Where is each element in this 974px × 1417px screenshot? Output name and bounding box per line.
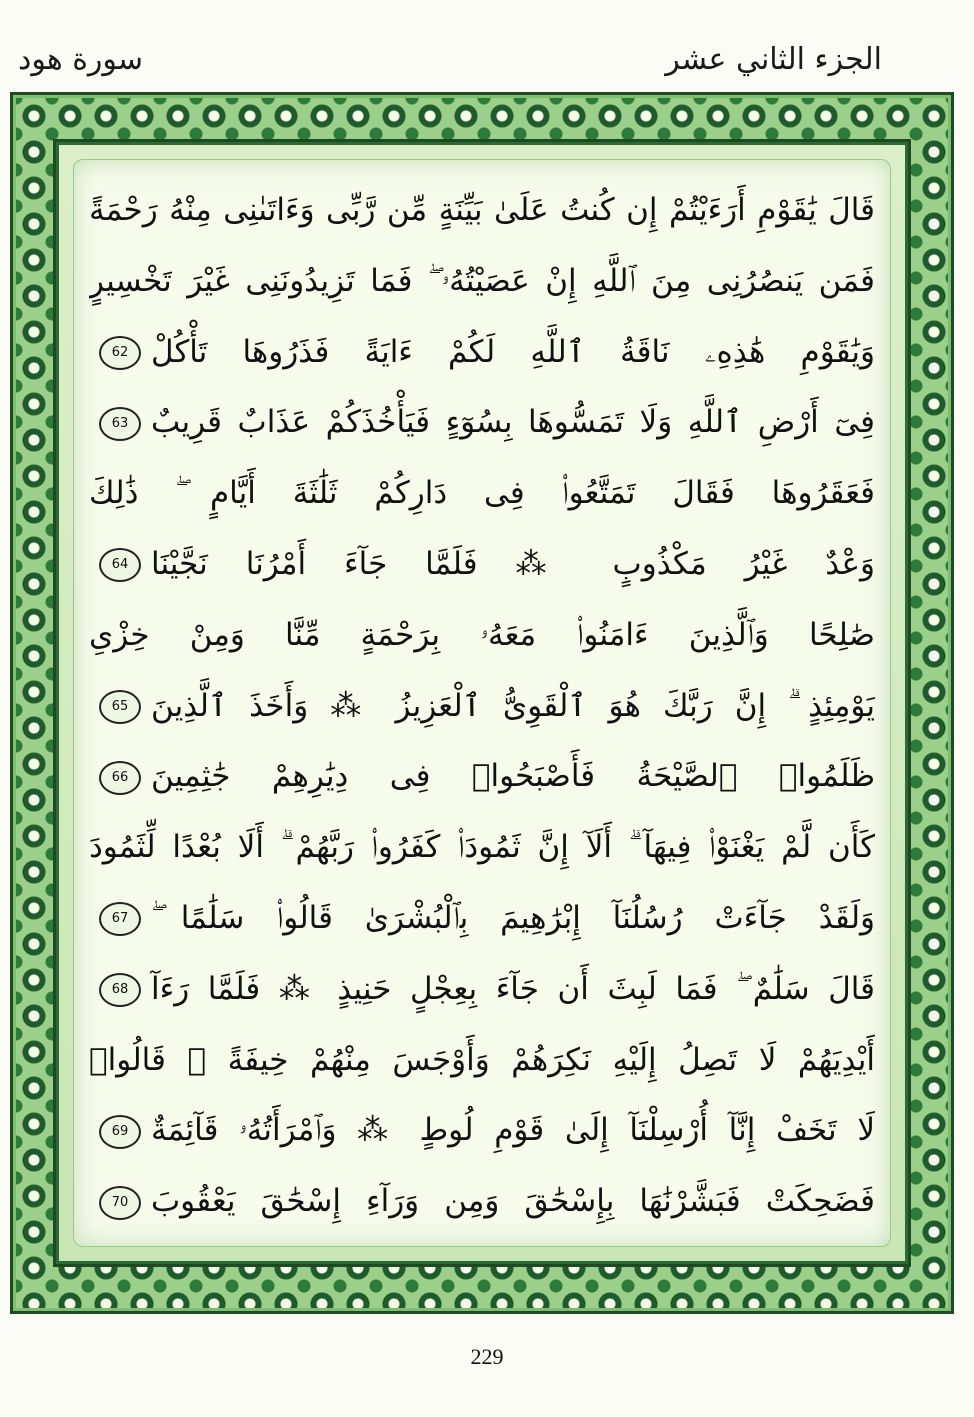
ornamental-frame xyxy=(10,92,954,1314)
verse-text: فَعَقَرُوهَا فَقَالَ تَمَتَّعُوا۟ فِى دَارِكُمْ ثَلَٰثَةَ أَيَّامٍ ۖ ذَٰلِكَ xyxy=(89,475,875,512)
ayah-number-marker: 62 xyxy=(99,336,141,370)
verse-lines xyxy=(89,175,875,1237)
ayah-number-marker: 65 xyxy=(99,690,141,724)
verse-text: كَأَن لَّمْ يَغْنَوْا۟ فِيهَآ ۗ أَلَآ إِنَّ ثَمُودَا۟ كَفَرُوا۟ رَبَّهُمْ ۗ أَلَا بُعْدًا لِّثَمُودَ xyxy=(89,829,875,866)
verse-text: فِىٓ أَرْضِ ٱللَّهِ وَلَا تَمَسُّوهَا بِسُوٓءٍ فَيَأْخُذَكُمْ عَذَابٌ قَرِيبٌ xyxy=(151,404,875,441)
ayah-number-marker: 63 xyxy=(99,407,141,441)
ayah-number-marker: 68 xyxy=(99,973,141,1007)
ayah-number-marker: 69 xyxy=(99,1115,141,1149)
ayah-number-marker: 67 xyxy=(99,902,141,936)
juz-title: الجزء الثاني عشر xyxy=(665,42,882,77)
verse-text: لَا تَخَفْ إِنَّآ أُرْسِلْنَآ إِلَىٰ قَوْمِ لُوطٍ ⁂ وَٱمْرَأَتُهُۥ قَآئِمَةٌ xyxy=(151,1112,875,1149)
verse-text: وَعْدٌ غَيْرُ مَكْذُوبٍ ⁂ فَلَمَّا جَآءَ أَمْرُنَا نَجَّيْنَا xyxy=(151,545,875,582)
verse-text: ظَلَمُوا۟ ٱلصَّيْحَةُ فَأَصْبَحُوا۟ فِى دِيَٰرِهِمْ جَٰثِمِينَ xyxy=(151,758,875,795)
verse-text: قَالَ يَٰقَوْمِ أَرَءَيْتُمْ إِن كُنتُ عَلَىٰ بَيِّنَةٍ مِّن رَّبِّى وَءَاتَىٰنِى مِنْهُ رَحْمَةً xyxy=(89,192,875,228)
verse-text: وَلَقَدْ جَآءَتْ رُسُلُنَآ إِبْرَٰهِيمَ بِٱلْبُشْرَىٰ قَالُوا۟ سَلَٰمًا ۖ xyxy=(151,899,875,936)
verse-line xyxy=(89,317,875,388)
verse-line xyxy=(89,1166,875,1237)
verse-line xyxy=(89,954,875,1025)
ayah-number-marker: 70 xyxy=(99,1186,141,1220)
ayah-number-marker: 66 xyxy=(99,761,141,795)
page-number: 229 xyxy=(470,1344,504,1369)
verse-text: صَٰلِحًا وَٱلَّذِينَ ءَامَنُوا۟ مَعَهُۥ بِرَحْمَةٍ مِّنَّا وَمِنْ خِزْىِ xyxy=(89,616,875,653)
verse-line xyxy=(89,671,875,742)
verse-line xyxy=(89,600,875,671)
verse-line xyxy=(89,458,875,529)
verse-text: فَمَن يَنصُرُنِى مِنَ ٱللَّهِ إِنْ عَصَيْتُهُۥ ۖ فَمَا تَزِيدُونَنِى غَيْرَ تَخْسِيرٍ xyxy=(89,262,875,299)
verse-line xyxy=(89,175,875,246)
verse-text: فَضَحِكَتْ فَبَشَّرْنَٰهَا بِإِسْحَٰقَ وَمِن وَرَآءِ إِسْحَٰقَ يَعْقُوبَ xyxy=(151,1183,875,1220)
surah-title: سورة هود xyxy=(18,42,144,77)
verse-line xyxy=(89,883,875,954)
verse-line xyxy=(89,1095,875,1166)
verse-text: أَيْدِيَهُمْ لَا تَصِلُ إِلَيْهِ نَكِرَهُمْ وَأَوْجَسَ مِنْهُمْ خِيفَةً ۚ قَالُوا۟ xyxy=(89,1041,875,1078)
verse-line xyxy=(89,387,875,458)
verse-text: يَوْمِئِذٍ ۗ إِنَّ رَبَّكَ هُوَ ٱلْقَوِىُّ ٱلْعَزِيزُ ⁂ وَأَخَذَ ٱلَّذِينَ xyxy=(151,687,875,724)
verse-line xyxy=(89,246,875,317)
ayah-number-marker: 64 xyxy=(99,548,141,582)
verse-text: قَالَ سَلَٰمٌ ۖ فَمَا لَبِثَ أَن جَآءَ بِعِجْلٍ حَنِيذٍ ⁂ فَلَمَّا رَءَآ xyxy=(151,970,875,1007)
verse-text: وَيَٰقَوْمِ هَٰذِهِۦ نَاقَةُ ٱللَّهِ لَكُمْ ءَايَةً فَذَرُوهَا تَأْكُلْ xyxy=(151,333,875,370)
verse-line xyxy=(89,1025,875,1096)
verse-line xyxy=(89,812,875,883)
verse-line xyxy=(89,529,875,600)
verse-line xyxy=(89,741,875,812)
